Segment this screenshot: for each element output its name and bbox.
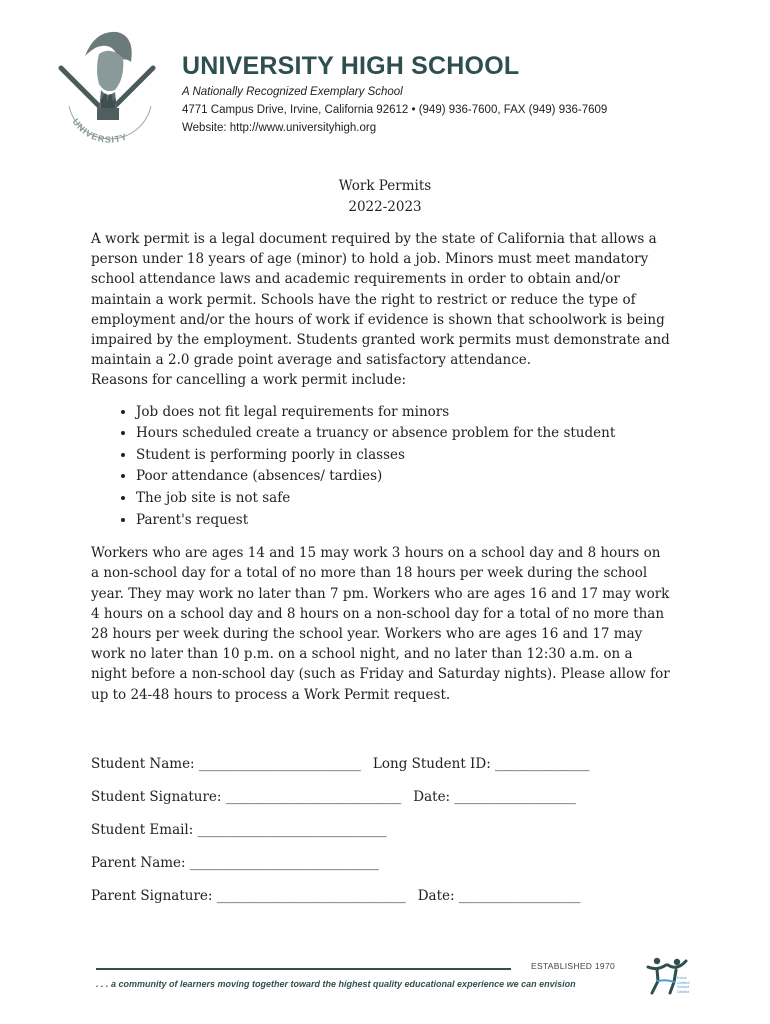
reasons-list [91,402,671,532]
form-row-student-name [91,756,691,789]
title-year: 2022-2023 [348,199,422,215]
form-row-student-email [91,822,691,855]
intro-paragraph: A work permit is a legal document required by the state of California that allows a person under 18 years of age (minor) to hold a job. Minors must meet mandatory school attendance laws and academic requirements in order to obtain and/or maintain a work permit. Schools have the right to restrict or reduce the type of employment and/or the hours of work if evidence is shown that schoolwork is being impaired by the employment. Students granted work permits must demonstrate and maintain a 2.0 grade point average and satisfactory attendance. [91,231,670,369]
district-line: School [677,984,690,989]
student-email-field[interactable]: Student Email: ____________________________ [91,822,387,838]
title-heading: Work Permits [338,178,432,194]
district-line: Unified [677,979,690,985]
footer-motto: . . . a community of learners moving together toward the highest quality educational experience we can envision [96,979,576,989]
school-tagline: A Nationally Recognized Exemplary School [182,86,403,98]
document-body [91,229,671,705]
work-hours-paragraph: Workers who are ages 14 and 15 may work 3 hours on a school day and 8 hours on a non-school day for a total of no more than 18 hours per week during the school year. They may work no later than 7 pm. Workers who are ages 16 and 17 may work 4 hours on a school day and 8 hours on a non-school day for a total of no more than 28 hours per week during the school year. Workers who are ages 16 and 17 may work no later than 10 p.m. on a school night, and no later than 12:30 a.m. on a night before a non-school day (such as Friday and Saturday nights). Please allow for up to 24-48 hours to process a Work Permit request. [91,545,670,703]
reasons-heading: Reasons for cancelling a work permit include: [91,372,407,389]
form-row-parent-signature [91,888,691,921]
logo-arc-text: UNIVERSITY [70,116,129,145]
student-signature-field[interactable]: Student Signature: __________________________ [91,789,402,805]
parent-signature-field[interactable]: Parent Signature: ____________________________ [91,888,406,904]
established-text: ESTABLISHED 1970 [531,961,616,971]
signature-form [91,756,691,921]
list-item: • Student is performing poorly in classes [136,445,671,467]
footer-divider [96,968,511,970]
list-item: • Parent's request [136,510,671,532]
district-name [677,976,699,994]
school-address: 4771 Campus Drive, Irvine, California 92612 • (949) 936-7600, FAX (949) 936-7609 [182,104,608,116]
list-item: • Poor attendance (absences/ tardies) [136,466,671,488]
list-item: • Job does not fit legal requirements for minors [136,402,671,424]
parent-date-field[interactable]: Date: __________________ [417,888,581,904]
district-line: District [677,988,690,994]
form-row-parent-name [91,855,691,888]
form-row-student-signature [91,789,691,822]
school-name: UNIVERSITY HIGH SCHOOL [182,52,520,80]
student-date-field[interactable]: Date: __________________ [413,789,576,805]
district-line: Irvine [677,975,687,980]
parent-name-field[interactable]: Parent Name: ____________________________ [91,855,379,871]
school-info [182,52,607,134]
list-item: • The job site is not safe [136,488,671,510]
student-name-field[interactable]: Student Name: ________________________ [91,756,361,772]
trojan-logo-icon [55,28,165,153]
svg-text:UNIVERSITY [70,117,128,145]
letterhead [55,28,695,158]
school-website: Website: http://www.universityhigh.org [182,122,377,134]
document-title [0,176,770,218]
long-student-id-field[interactable]: Long Student ID: ______________ [372,756,590,772]
list-item: • Hours scheduled create a truancy or absence problem for the student [136,423,671,445]
